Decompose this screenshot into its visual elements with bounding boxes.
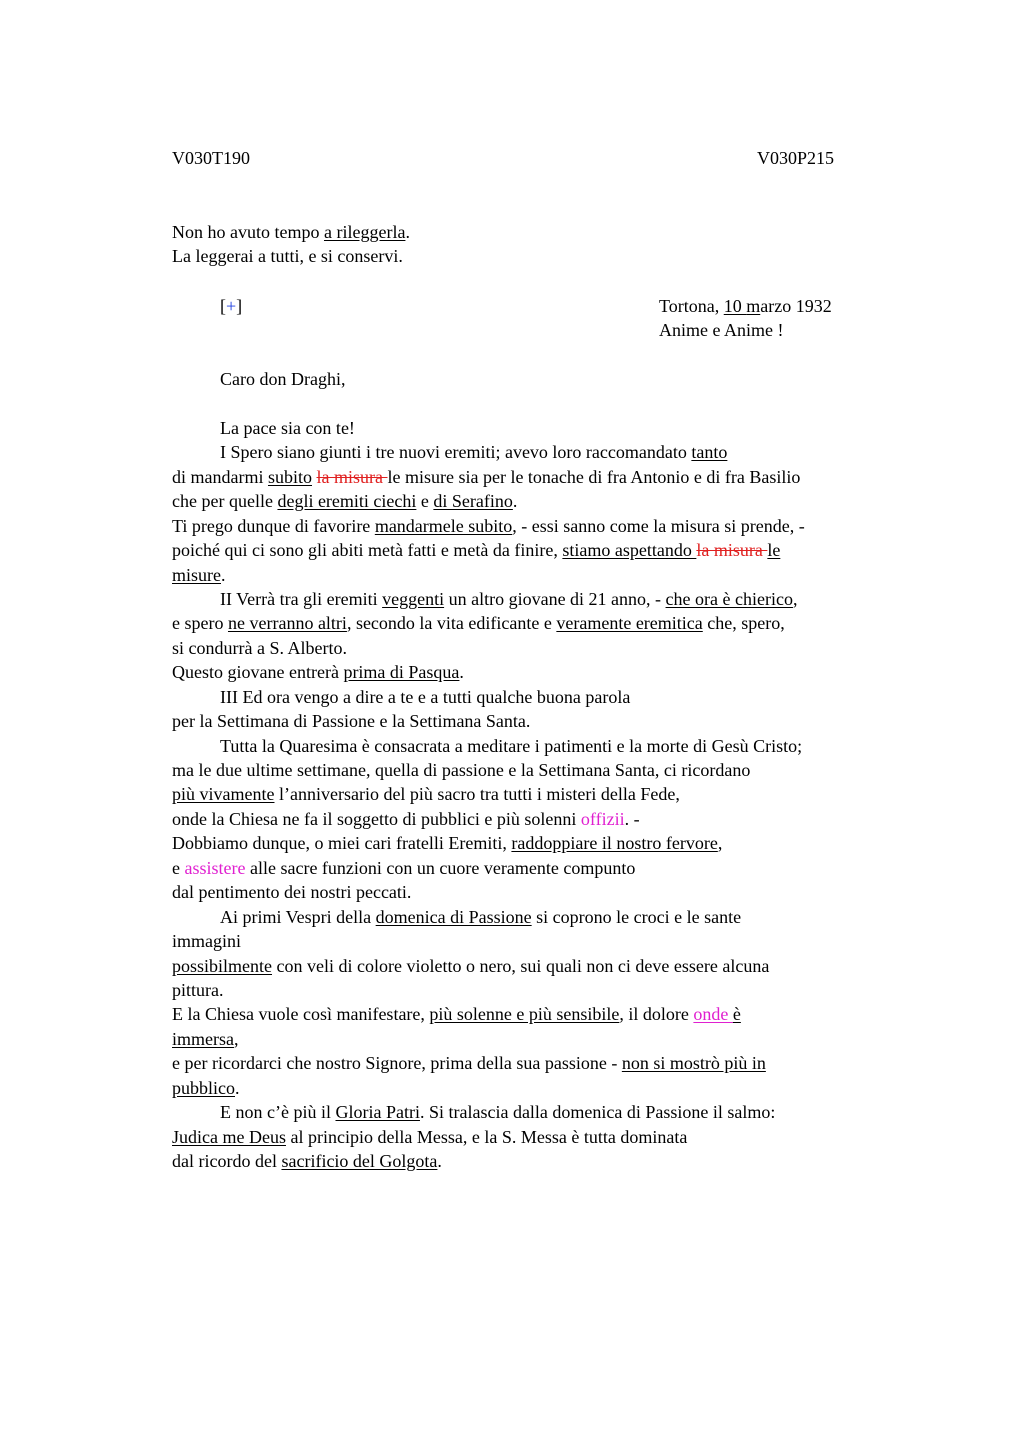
- text-line: Tutta la Quaresima è consacrata a meditare i patimenti e la morte di Gesù Cristo;: [220, 736, 803, 756]
- text-line: pittura.: [172, 980, 224, 1000]
- text-line: III Ed ora vengo a dire a te e a tutti qualche buona parola: [220, 687, 631, 707]
- text-line: e spero ne verranno altri, secondo la vita edificante e veramente eremitica che, spero,: [172, 613, 785, 633]
- note-line-2: La leggerai a tutti, e si conservi.: [172, 246, 403, 266]
- text-line: immagini: [172, 931, 241, 951]
- greeting: La pace sia con te!: [220, 418, 355, 438]
- text-line: si condurrà a S. Alberto.: [172, 638, 347, 658]
- place-date: Tortona, 10 marzo 1932: [659, 296, 832, 316]
- text-line: Dobbiamo dunque, o miei cari fratelli Eremiti, raddoppiare il nostro fervore,: [172, 833, 723, 853]
- text-line: che per quelle degli eremiti ciechi e di Serafino.: [172, 491, 518, 511]
- ref-right: V030P215: [757, 148, 835, 168]
- text-line: E non c’è più il Gloria Patri. Si tralascia dalla domenica di Passione il salmo:: [220, 1102, 776, 1122]
- text-line: E la Chiesa vuole così manifestare, più solenne e più sensibile, il dolore onde è: [172, 1004, 741, 1024]
- ref-left: V030T190: [172, 148, 250, 168]
- text-line: possibilmente con veli di colore violetto o nero, sui quali non ci deve essere alcuna: [172, 956, 770, 976]
- cross-mark: [+]: [220, 296, 243, 316]
- salutation: Caro don Draghi,: [220, 369, 346, 389]
- motto: Anime e Anime !: [659, 320, 784, 340]
- text-line: e per ricordarci che nostro Signore, prima della sua passione - non si mostrò più in: [172, 1053, 766, 1073]
- text-line: dal pentimento dei nostri peccati.: [172, 882, 412, 902]
- text-line: II Verrà tra gli eremiti veggenti un altro giovane di 21 anno, - che ora è chierico,: [220, 589, 798, 609]
- text-line: di mandarmi subito la misura le misure sia per le tonache di fra Antonio e di fra Basilio: [172, 467, 801, 487]
- text-line: Ti prego dunque di favorire mandarmele subito, - essi sanno come la misura si prende, -: [172, 516, 805, 536]
- text-line: I Spero siano giunti i tre nuovi eremiti; avevo loro raccomandato tanto: [220, 442, 728, 462]
- text-line: Questo giovane entrerà prima di Pasqua.: [172, 662, 464, 682]
- text-line: ma le due ultime settimane, quella di passione e la Settimana Santa, ci ricordano: [172, 760, 751, 780]
- note-line-1: Non ho avuto tempo a rileggerla.: [172, 222, 410, 242]
- text-line: più vivamente l’anniversario del più sacro tra tutti i misteri della Fede,: [172, 784, 680, 804]
- text-line: Judica me Deus al principio della Messa, e la S. Messa è tutta dominata: [172, 1127, 688, 1147]
- text-line: Ai primi Vespri della domenica di Passione si coprono le croci e le sante: [220, 907, 742, 927]
- text-line: dal ricordo del sacrificio del Golgota.: [172, 1151, 442, 1171]
- text-line: misure.: [172, 565, 226, 585]
- text-line: poiché qui ci sono gli abiti metà fatti e metà da finire, stiamo aspettando la misura le: [172, 540, 781, 560]
- text-line: immersa,: [172, 1029, 239, 1049]
- text-line: e assistere alle sacre funzioni con un cuore veramente compunto: [172, 858, 636, 878]
- text-line: onde la Chiesa ne fa il soggetto di pubblici e più solenni offizii. -: [172, 809, 640, 829]
- text-line: pubblico.: [172, 1078, 240, 1098]
- text-line: per la Settimana di Passione e la Settimana Santa.: [172, 711, 531, 731]
